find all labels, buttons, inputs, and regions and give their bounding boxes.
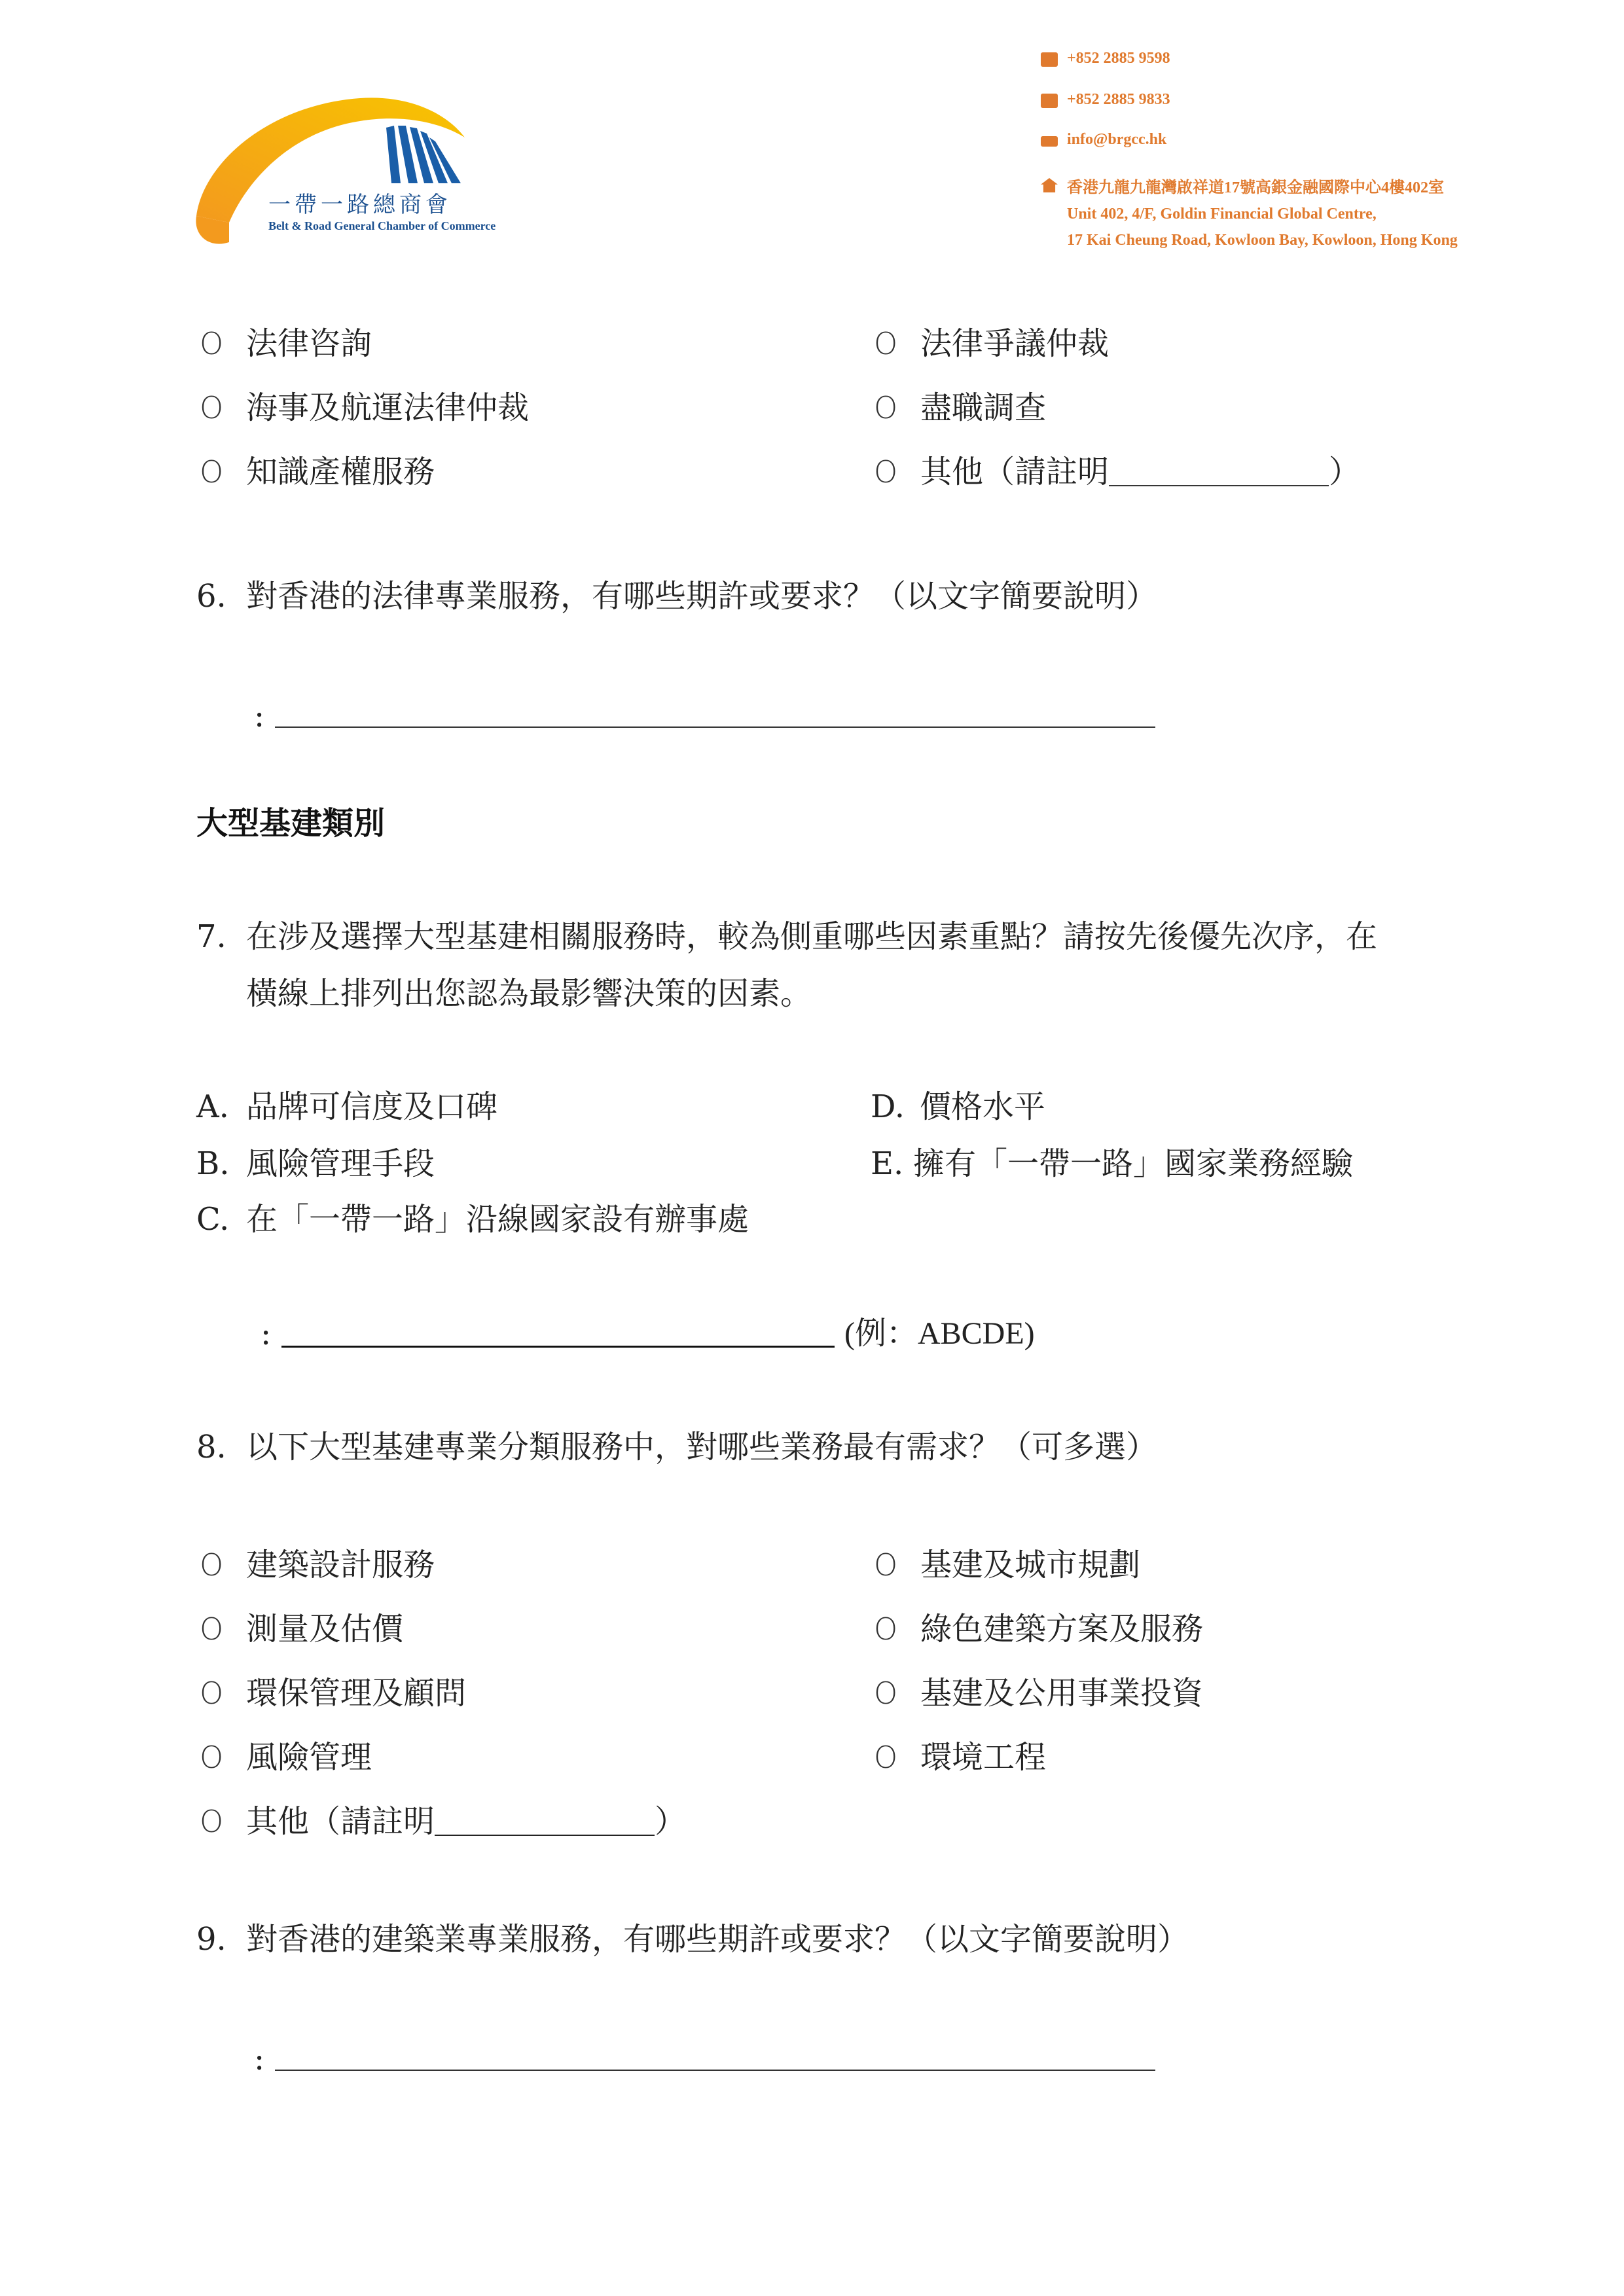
answer-line-q6[interactable]	[275, 726, 1155, 728]
checkbox-legal-consult[interactable]: O	[200, 326, 224, 361]
section-title: 大型基建類別	[196, 805, 386, 842]
option-letter: A.	[196, 1088, 229, 1125]
contact-fax: +852 2885 9833	[1067, 91, 1170, 108]
option-label: 其他（請註明＿＿＿＿＿＿＿）	[246, 1803, 687, 1840]
option-label: 環境工程	[920, 1739, 1047, 1776]
chamber-logo	[190, 85, 556, 249]
option-label: 風險管理	[246, 1739, 372, 1776]
answer-prefix: :	[254, 698, 265, 734]
question-text: 以下大型基建專業分類服務中，對哪些業務最有需求？（可多選）	[246, 1429, 1158, 1465]
option-label: 其他（請註明＿＿＿＿＿＿＿）	[920, 454, 1361, 490]
checkbox-legal-dispute[interactable]: O	[874, 326, 898, 361]
option-label: 建築設計服務	[246, 1547, 435, 1583]
option-text: 擁有「一帶一路」國家業務經驗	[913, 1145, 1354, 1182]
checkbox-environmental-consulting[interactable]: O	[200, 1676, 224, 1711]
answer-line-q7[interactable]	[281, 1346, 835, 1348]
checkbox-surveying[interactable]: O	[200, 1611, 224, 1647]
answer-line-q9[interactable]	[275, 2070, 1155, 2071]
option-letter: D.	[871, 1088, 905, 1125]
option-label: 知識產權服務	[246, 454, 435, 490]
contact-address-en-1: Unit 402, 4/F, Goldin Financial Global Centre,	[1067, 206, 1377, 223]
checkbox-legal-other[interactable]: O	[874, 454, 898, 490]
option-text: 風險管理手段	[246, 1145, 435, 1182]
option-text: 價格水平	[920, 1088, 1046, 1125]
question-text: 對香港的法律專業服務，有哪些期許或要求？（以文字簡要說明）	[246, 578, 1158, 615]
question-text-line-2: 橫線上排列出您認為最影響決策的因素。	[246, 975, 812, 1012]
checkbox-due-diligence[interactable]: O	[874, 390, 898, 425]
checkbox-infra-other[interactable]: O	[200, 1804, 224, 1839]
contact-address-en-2: 17 Kai Cheung Road, Kowloon Bay, Kowloon, Hong Kong	[1067, 232, 1458, 249]
checkbox-risk-management[interactable]: O	[200, 1740, 224, 1775]
contact-email: info@brgcc.hk	[1067, 131, 1167, 148]
option-label: 法律咨詢	[246, 325, 372, 362]
fax-icon	[1041, 94, 1058, 108]
option-text: 品牌可信度及口碑	[246, 1088, 498, 1125]
option-label: 測量及估價	[246, 1611, 404, 1647]
checkbox-green-building[interactable]: O	[874, 1611, 898, 1647]
answer-prefix: :	[254, 2041, 265, 2077]
option-label: 環保管理及顧問	[246, 1675, 467, 1712]
option-label: 盡職調查	[920, 389, 1047, 426]
checkbox-environmental-engineering[interactable]: O	[874, 1740, 898, 1775]
question-number: 8.	[196, 1429, 226, 1465]
email-icon	[1041, 136, 1058, 147]
option-letter: B.	[196, 1145, 230, 1182]
phone-icon	[1041, 52, 1058, 67]
checkbox-ip[interactable]: O	[200, 454, 224, 490]
contact-address-cn: 香港九龍九龍灣啟祥道17號高銀金融國際中心4樓402室	[1067, 179, 1444, 196]
option-label: 綠色建築方案及服務	[920, 1611, 1204, 1647]
checkbox-urban-planning[interactable]: O	[874, 1547, 898, 1583]
question-text: 對香港的建築業專業服務，有哪些期許或要求？（以文字簡要說明）	[246, 1921, 1189, 1958]
question-number: 6.	[196, 578, 226, 615]
logo-name-en: Belt & Road General Chamber of Commerce	[268, 219, 496, 232]
answer-prefix: :	[261, 1316, 272, 1352]
checkbox-architecture[interactable]: O	[200, 1547, 224, 1583]
contact-phone: +852 2885 9598	[1067, 50, 1170, 67]
option-label: 基建及城市規劃	[920, 1547, 1141, 1583]
option-letter: E.	[871, 1145, 904, 1182]
logo-name-cn: 一帶一路總商會	[268, 192, 452, 218]
checkbox-infra-investment[interactable]: O	[874, 1676, 898, 1711]
option-label: 海事及航運法律仲裁	[246, 389, 530, 426]
question-number: 7.	[196, 918, 226, 955]
home-icon	[1041, 178, 1058, 192]
question-number: 9.	[196, 1921, 226, 1958]
checkbox-maritime[interactable]: O	[200, 390, 224, 425]
option-letter: C.	[196, 1201, 230, 1238]
option-label: 基建及公用事業投資	[920, 1675, 1204, 1712]
option-label: 法律爭議仲裁	[920, 325, 1110, 362]
option-text: 在「一帶一路」沿線國家設有辦事處	[246, 1201, 749, 1238]
answer-example: (例：ABCDE)	[844, 1316, 1035, 1351]
question-text-line-1: 在涉及選擇大型基建相關服務時，較為側重哪些因素重點？請按先後優先次序，在	[246, 918, 1378, 955]
